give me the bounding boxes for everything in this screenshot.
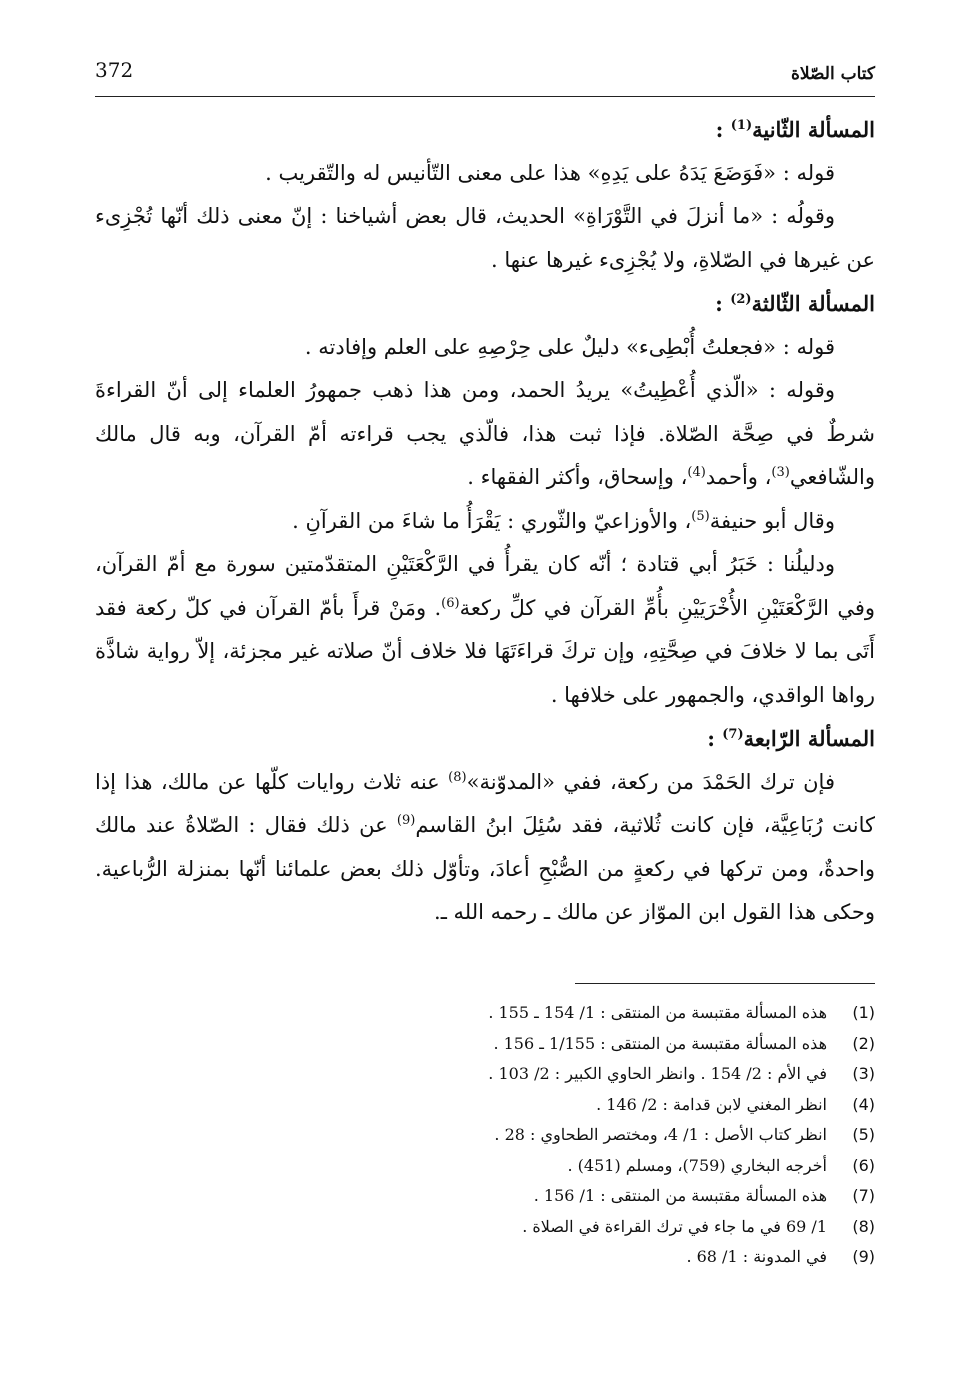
main-text — [95, 108, 875, 935]
footnote-number: (4) — [852, 1094, 875, 1114]
footnote-text: هذه المسألة مقتبسة من المنتقى : 1/ 154 ـ 155 . — [488, 1003, 827, 1022]
running-head: كتاب الصّلاة — [790, 64, 875, 84]
footnote-number: (1) — [852, 1003, 875, 1022]
footnote-text: انظر المغني لابن قدامة : 2/ 146 . — [596, 1094, 827, 1114]
footnote-ref: (5) — [691, 508, 710, 524]
paragraph: وقال أبو حنيفة$^{(5)}$، والأوزاعيّ والثّوري : يَقْرَأُ ما شاءَ من القرآنِ . — [292, 508, 835, 533]
footnote-ref: (9) — [396, 813, 416, 828]
footnote — [95, 1090, 875, 1121]
footnote-text: انظر كتاب الأصل : 1/ 4، ومختصر الطحاوي : 28 . — [494, 1125, 827, 1144]
footnotes — [95, 998, 875, 1273]
footnote — [95, 1120, 875, 1151]
footnote-ref: (8) — [448, 769, 467, 785]
section-heading-second-issue: المسألة الثّانية$^{(1)}$ : — [715, 117, 875, 142]
footnote-number: (2) — [852, 1033, 875, 1053]
page-number: 372 — [95, 58, 134, 82]
paragraph: قوله : «فَوَضَعَ يَدَهُ على يَدِهِ» هذا على معنى التّأنيس له والتّقريب . — [265, 160, 835, 185]
paragraph: قوله : «فجعلتُ أُبْطِىء» دليلٌ على حِرْصِهِ على العلم وإفادته . — [304, 334, 835, 359]
footnote — [95, 998, 875, 1029]
footnote — [95, 1242, 875, 1273]
header-rule — [95, 96, 875, 97]
section-heading-fourth-issue: المسألة الرّابعة$^{(7)}$ : — [707, 726, 875, 751]
footnote-number: (7) — [852, 1186, 875, 1205]
footnote-text: هذه المسألة مقتبسة من المنتقى : 1/155 ـ 156 . — [493, 1033, 827, 1053]
footnote — [95, 1181, 875, 1212]
footnote-ref: (1) — [730, 118, 753, 133]
paragraph: وقوله : «الّذي أُعْطِيتُ» يريدُ الحمد، ومن هذا ذهب جمهورُ العلماء إلى أنّ القراءةَ شرطٌ في صِحَّة الصّلاة. فإذا ثبت هذا، فالّذي يجب قراءته أمّ القرآن، وبه قال مالك والشّافعي$^{(3)}$، وأحمد$^{(4)}$، وإسحاق، وأكثر الفقهاء . — [95, 378, 875, 489]
footnote-ref: (3) — [771, 465, 790, 480]
paragraph: فإن ترك الحَمْدَ من ركعة، ففي «المدوّنة»$^{(8)}$ عنه ثلاث روايات كلّها عن مالك، هذا إذا كانت رُبَاعِيَّة، فإن كانت ثُلاثية، فقد سُئِلَ ابنُ القاسم$^{(9)}$ عن ذلك فقال : الصّلاةُ عند مالك واحدةٌ، ومن تركها في ركعةٍ من الصُّبْحِ أعادَ، وتأوّل ذلك بعض علمائنا أنّها بمنزلة الرُّباعية. وحكى هذا القول ابن الموّاز عن مالك ـ رحمه الله ـ. — [95, 769, 875, 924]
footnote-number: (3) — [852, 1064, 875, 1083]
footnote — [95, 1151, 875, 1182]
footnote-number: (6) — [852, 1155, 875, 1175]
footnote-text: 1/ 69 في ما جاء في ترك القراءة في الصلاة . — [522, 1216, 827, 1236]
footnote-number: (5) — [852, 1125, 875, 1144]
footnote-text: في الأم : 2/ 154 . وانظر الحاوي الكبير : 2/ 103 . — [488, 1064, 827, 1083]
footnote-text: في المدونة : 1/ 68 . — [686, 1247, 827, 1266]
footnote-text: هذه المسألة مقتبسة من المنتقى : 1/ 156 . — [533, 1186, 827, 1205]
footnote-number: (9) — [852, 1247, 875, 1266]
footnote — [95, 1059, 875, 1090]
paragraph: ودليلُنا : خَبَرُ أبي قتادة ؛ أنّه كان يقرأُ في الرَّكْعَتَيْنِ المتقدّمتين سورة مع أمّ القرآن، وفي الرَّكْعَتَيْنِ الأُخْرَيَيْنِ بأُمِّ القرآن في كلِّ ركعة$^{(6)}$. ومَنْ قرأَ بأمّ القرآن في كلّ ركعة فقد أَتَى بما لا خلافَ في صِحَّتِهِ، وإن تركَ قراءَتَهَا فلا خلاف أنّ صلاته غير مجزئة، إلاّ رواية شاذَّة رواها الواقدي، والجمهور على خلافها . — [95, 552, 876, 707]
section-heading-third-issue: المسألة الثّالثة$^{(2)}$ : — [715, 291, 875, 316]
footnote-ref: (6) — [441, 595, 460, 611]
footnote-text: أخرجه البخاري (759)، ومسلم (451) . — [567, 1155, 827, 1175]
footnote-ref: (2) — [730, 292, 752, 307]
footnote — [95, 1029, 875, 1060]
page-header — [95, 52, 875, 96]
footnote-ref: (4) — [687, 465, 706, 480]
footnote-ref: (7) — [722, 727, 744, 742]
footnote — [95, 1212, 875, 1243]
footnote-separator — [575, 983, 875, 984]
paragraph: وقولُه : «ما أنزلَ في التَّوْرَاةِ» الحديث، قال بعض أشياخنا : إنّ معنى ذلك أنّها تُجْزِىء عن غيرها في الصّلاةِ، ولا يُجْزِىء غيرها عنها . — [95, 204, 875, 272]
footnote-number: (8) — [852, 1216, 875, 1236]
